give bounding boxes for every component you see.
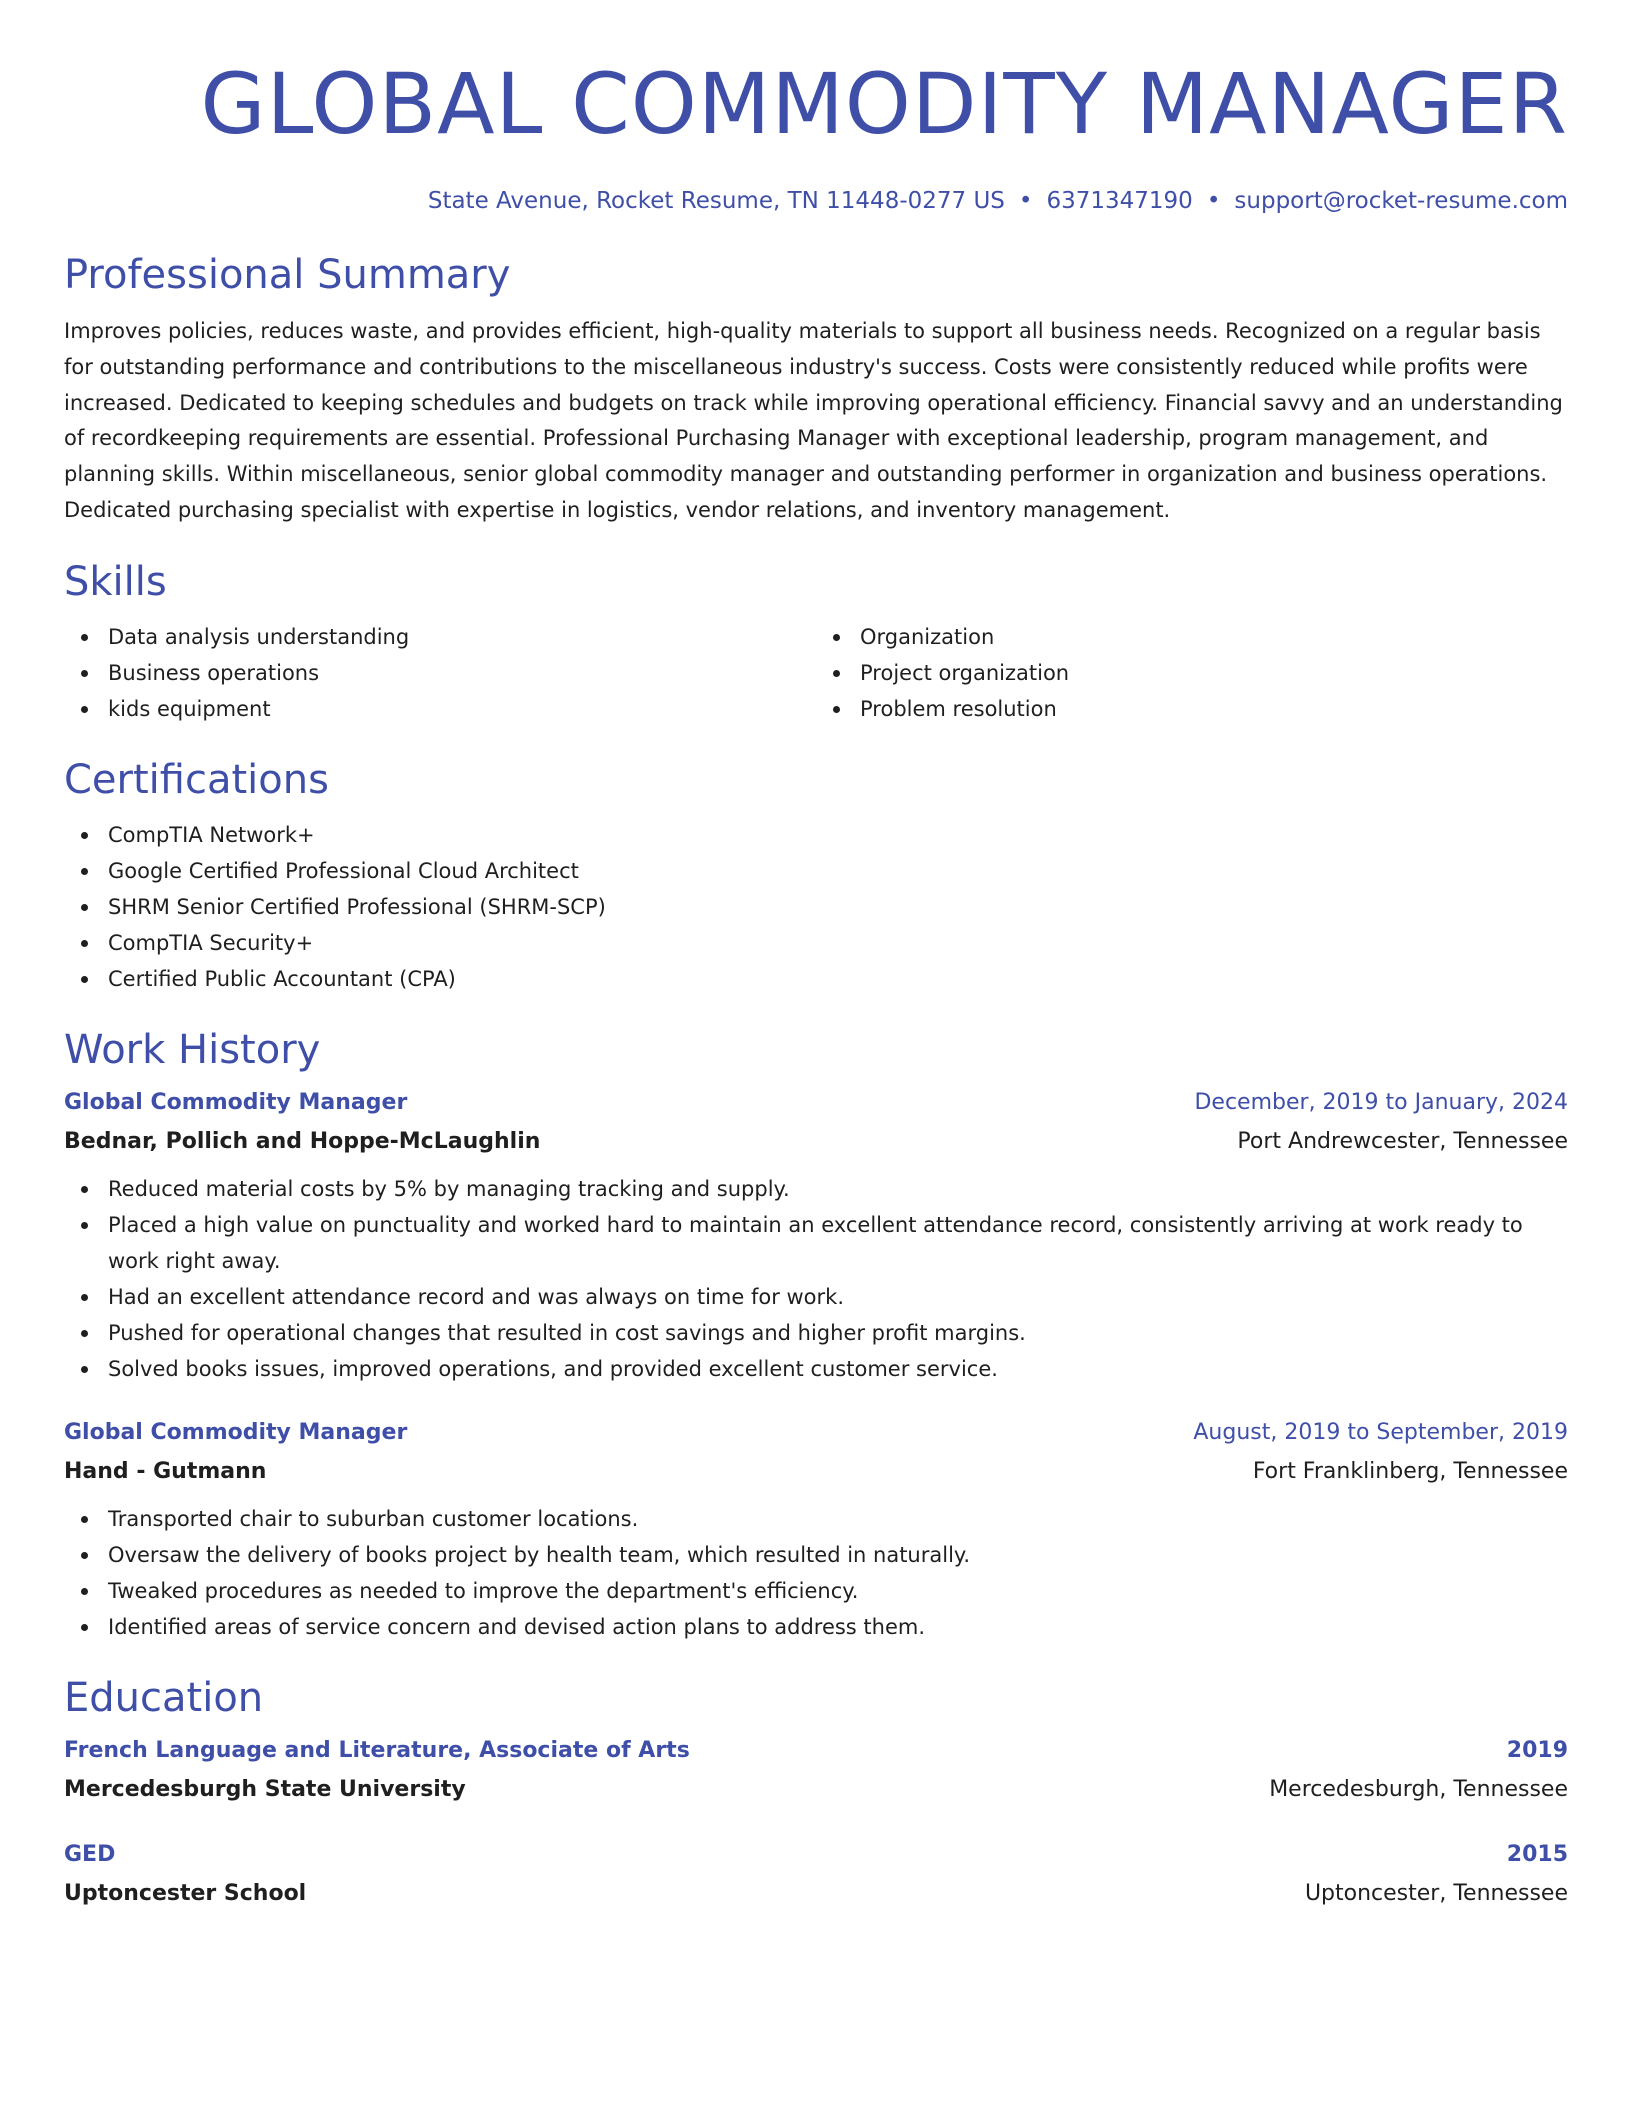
job-dates: August, 2019 to September, 2019 bbox=[1193, 1419, 1568, 1445]
skills-list-right bbox=[816, 619, 1568, 727]
certification-item: CompTIA Security+ bbox=[64, 925, 1568, 961]
education-school: Uptoncester School bbox=[64, 1880, 307, 1906]
job-entry bbox=[64, 1083, 1568, 1387]
job-dates: December, 2019 to January, 2024 bbox=[1194, 1089, 1568, 1115]
job-bullet: Had an excellent attendance record and was always on time for work. bbox=[64, 1279, 1568, 1315]
job-company-row bbox=[64, 1453, 1568, 1491]
section-title-certifications: Certifications bbox=[64, 756, 329, 803]
phone-text: 6371347190 bbox=[1046, 188, 1193, 214]
education-year: 2019 bbox=[1506, 1737, 1568, 1763]
certifications-list bbox=[64, 817, 1568, 997]
job-title: Global Commodity Manager bbox=[64, 1419, 408, 1445]
education-entry bbox=[64, 1731, 1568, 1809]
section-title-skills: Skills bbox=[64, 558, 167, 605]
job-header-row bbox=[64, 1413, 1568, 1453]
skills-list-left bbox=[64, 619, 816, 727]
education-school-row bbox=[64, 1875, 1568, 1913]
education-degree: GED bbox=[64, 1841, 116, 1867]
education-section bbox=[64, 1673, 1568, 1913]
certification-item: SHRM Senior Certified Professional (SHRM-SCP) bbox=[64, 889, 1568, 925]
job-company: Hand - Gutmann bbox=[64, 1458, 267, 1484]
education-header-row bbox=[64, 1835, 1568, 1875]
job-bullet: Identified areas of service concern and devised action plans to address them. bbox=[64, 1609, 1568, 1645]
separator-dot: • bbox=[1206, 188, 1221, 214]
certification-item: Google Certified Professional Cloud Architect bbox=[64, 853, 1568, 889]
section-title-work-history: Work History bbox=[64, 1026, 321, 1073]
job-bullet: Reduced material costs by 5% by managing tracking and supply. bbox=[64, 1171, 1568, 1207]
job-company: Bednar, Pollich and Hoppe-McLaughlin bbox=[64, 1128, 541, 1154]
resume-header bbox=[64, 56, 1568, 216]
certification-item: CompTIA Network+ bbox=[64, 817, 1568, 853]
education-location: Mercedesburgh, Tennessee bbox=[1269, 1776, 1568, 1802]
certifications-section bbox=[64, 755, 1568, 997]
skill-item: Organization bbox=[816, 619, 1568, 655]
education-entry bbox=[64, 1835, 1568, 1913]
education-school-row bbox=[64, 1771, 1568, 1809]
job-header-row bbox=[64, 1083, 1568, 1123]
summary-text: Improves policies, reduces waste, and provides efficient, high-quality materials to support all business needs. Recognized on a regular basis for outstanding performance and contributions to the miscellaneous industry's success. Costs were consistently reduced while profits were increased. Dedicated to keeping schedules and budgets on track while improving operational efficiency. Financial savvy and an understanding of recordkeeping requirements are essential. Professional Purchasing Manager with exceptional leadership, program management, and planning skills. Within miscellaneous, senior global commodity manager and outstanding performer in organization and business operations. Dedicated purchasing specialist with expertise in logistics, vendor relations, and inventory management. bbox=[64, 319, 1563, 522]
contact-line bbox=[64, 186, 1568, 216]
job-location: Port Andrewcester, Tennessee bbox=[1237, 1128, 1568, 1154]
section-title-education: Education bbox=[64, 1674, 264, 1721]
job-bullets bbox=[64, 1501, 1568, 1645]
skill-item: Problem resolution bbox=[816, 691, 1568, 727]
certification-item: Certified Public Accountant (CPA) bbox=[64, 961, 1568, 997]
job-bullets bbox=[64, 1171, 1568, 1387]
skills-section bbox=[64, 557, 1568, 727]
skill-item: Project organization bbox=[816, 655, 1568, 691]
skills-grid bbox=[64, 607, 1568, 727]
education-school: Mercedesburgh State University bbox=[64, 1776, 466, 1802]
summary-section bbox=[64, 250, 1568, 529]
education-degree: French Language and Literature, Associate of Arts bbox=[64, 1737, 690, 1763]
job-bullet: Placed a high value on punctuality and worked hard to maintain an excellent attendance record, consistently arriving at work ready to work right away. bbox=[64, 1207, 1568, 1279]
job-bullet: Transported chair to suburban customer locations. bbox=[64, 1501, 1568, 1537]
job-location: Fort Franklinberg, Tennessee bbox=[1252, 1458, 1568, 1484]
education-header-row bbox=[64, 1731, 1568, 1771]
job-bullet: Pushed for operational changes that resulted in cost savings and higher profit margins. bbox=[64, 1315, 1568, 1351]
skill-item: kids equipment bbox=[64, 691, 816, 727]
job-title: Global Commodity Manager bbox=[64, 1089, 408, 1115]
address-text: State Avenue, Rocket Resume, TN 11448-0277 US bbox=[427, 188, 1005, 214]
skill-item: Data analysis understanding bbox=[64, 619, 816, 655]
job-bullet: Oversaw the delivery of books project by health team, which resulted in naturally. bbox=[64, 1537, 1568, 1573]
work-history-section bbox=[64, 1025, 1568, 1645]
separator-dot: • bbox=[1018, 188, 1033, 214]
job-bullet: Tweaked procedures as needed to improve the department's efficiency. bbox=[64, 1573, 1568, 1609]
job-company-row bbox=[64, 1123, 1568, 1161]
email-link[interactable]: support@rocket-resume.com bbox=[1234, 188, 1568, 214]
job-entry bbox=[64, 1413, 1568, 1645]
education-year: 2015 bbox=[1506, 1841, 1568, 1867]
skill-item: Business operations bbox=[64, 655, 816, 691]
section-title-summary: Professional Summary bbox=[64, 252, 511, 298]
job-bullet: Solved books issues, improved operations, and provided excellent customer service. bbox=[64, 1351, 1568, 1387]
education-location: Uptoncester, Tennessee bbox=[1304, 1880, 1568, 1906]
candidate-name: GLOBAL COMMODITY MANAGER bbox=[200, 55, 1568, 153]
